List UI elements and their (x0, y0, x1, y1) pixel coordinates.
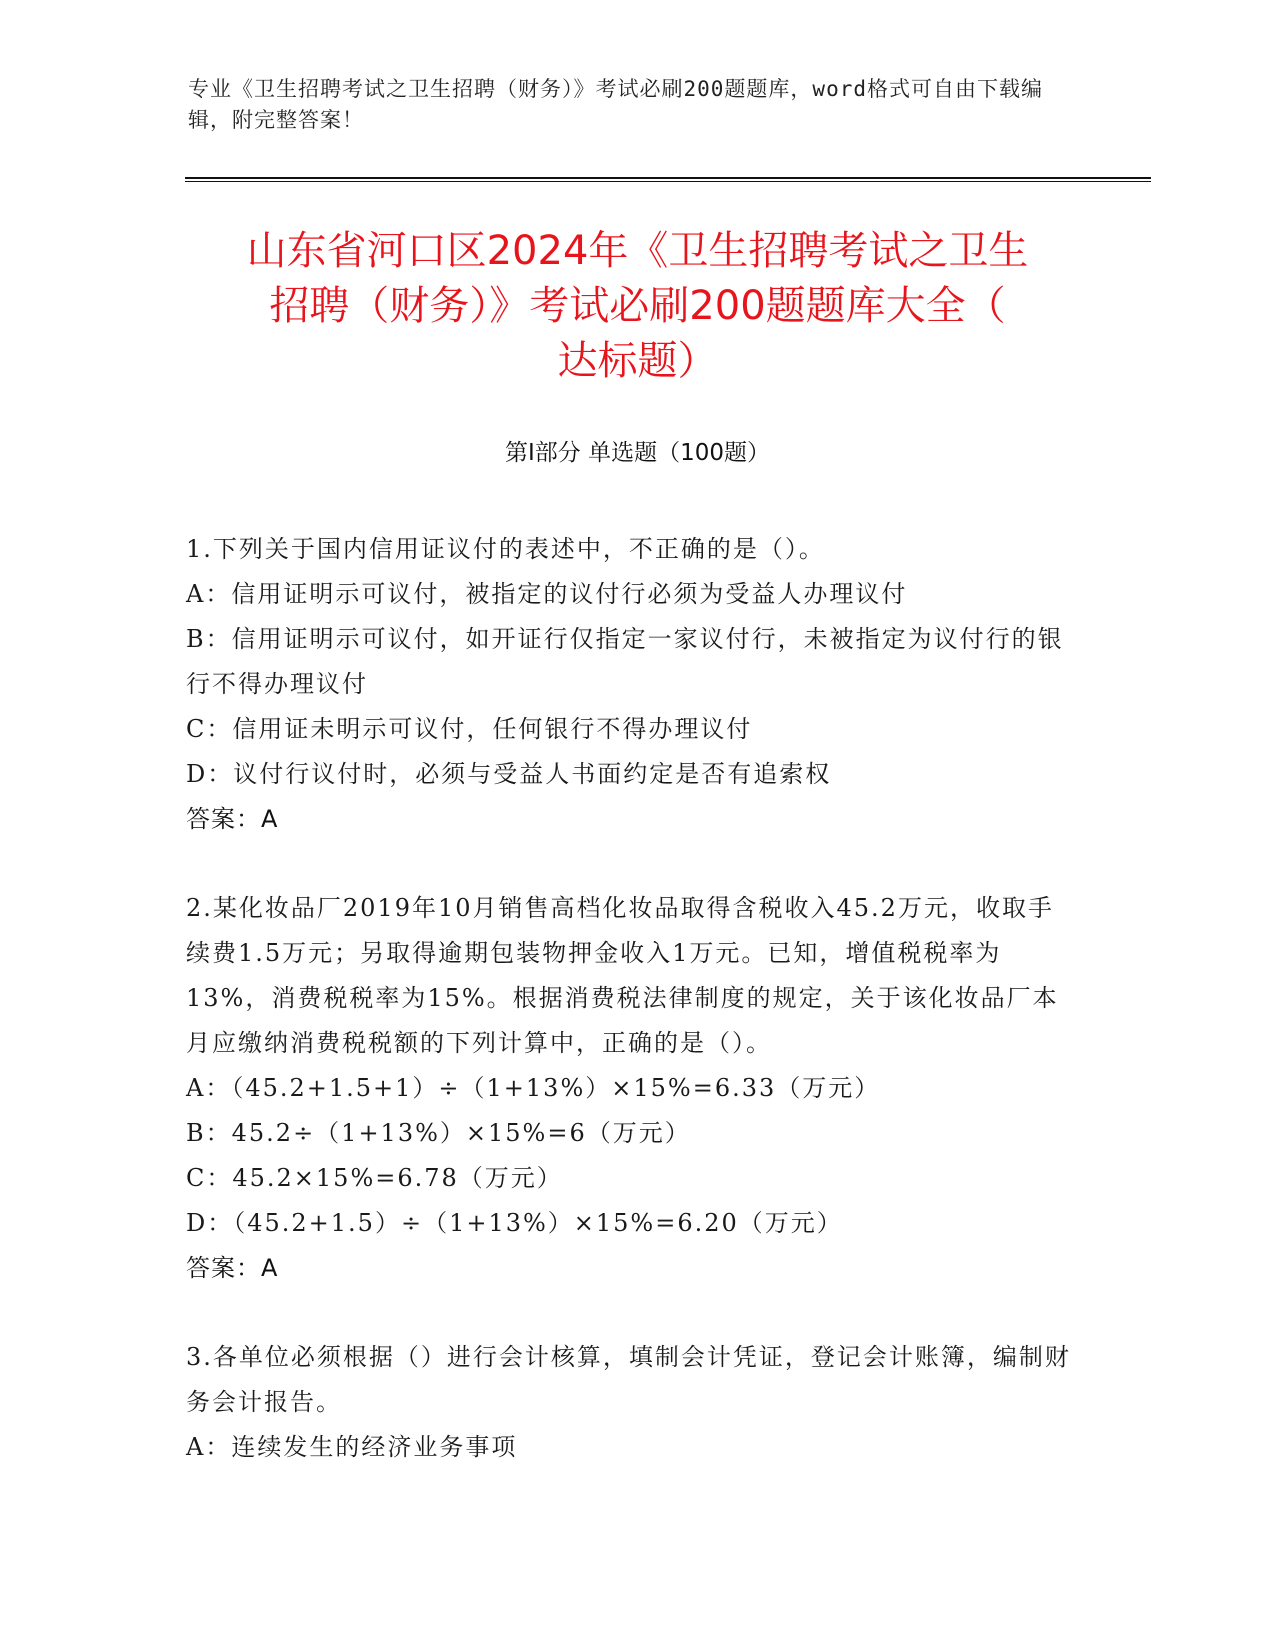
option-b: B：信用证明示可议付，如开证行仅指定一家议付行，未被指定为议付行的银行不得办理议付 (186, 625, 1064, 698)
option-a: A：信用证明示可议付，被指定的议付行必须为受益人办理议付 (186, 580, 908, 608)
question-stem: 2.某化妆品厂2019年10月销售高档化妆品取得含税收入45.2万元，收取手续费1.5万元；另取得逾期包装物押金收入1万元。已知，增值税税率为13%，消费税税率为15%。根据消费税法律制度的规定，关于该化妆品厂本月应缴纳消费税税额的下列计算中，正确的是（）。 (186, 894, 1059, 1057)
question-1 (186, 527, 1076, 842)
header-note: 专业《卫生招聘考试之卫生招聘（财务）》考试必刷200题题库，word格式可自由下载编辑，附完整答案！ (188, 77, 1043, 132)
option-a: A：连续发生的经济业务事项 (186, 1433, 518, 1461)
document-title (140, 224, 1135, 389)
document-title-line-2: 招聘（财务）》考试必刷200题题库大全（ (269, 283, 1006, 329)
document-title-line-3: 达标题） (557, 338, 718, 384)
option-d: D：议付行议付时，必须与受益人书面约定是否有追索权 (186, 760, 832, 788)
section-heading: 第I部分 单选题（100题） (505, 440, 770, 466)
option-a: A：（45.2+1.5+1）÷（1+13%）×15%=6.33（万元） (186, 1074, 881, 1102)
header-rule-thick (185, 177, 1151, 179)
option-c: C：45.2×15%=6.78（万元） (186, 1164, 563, 1192)
answer-line: 答案：A (186, 1254, 279, 1282)
question-stem: 1.下列关于国内信用证议付的表述中，不正确的是（）。 (186, 535, 825, 563)
question-2 (186, 886, 1076, 1291)
answer-line: 答案：A (186, 805, 279, 833)
option-d: D：（45.2+1.5）÷（1+13%）×15%=6.20（万元） (186, 1209, 843, 1237)
question-3 (186, 1335, 1076, 1470)
question-stem: 3.各单位必须根据（）进行会计核算，填制会计凭证，登记会计账簿，编制财务会计报告。 (186, 1343, 1071, 1416)
option-b: B：45.2÷（1+13%）×15%=6（万元） (186, 1119, 691, 1147)
option-c: C：信用证未明示可议付，任何银行不得办理议付 (186, 715, 753, 743)
document-title-line-1: 山东省河口区2024年《卫生招聘考试之卫生 (246, 228, 1029, 274)
header-rule-thin (185, 181, 1151, 182)
question-list (186, 527, 1076, 1514)
